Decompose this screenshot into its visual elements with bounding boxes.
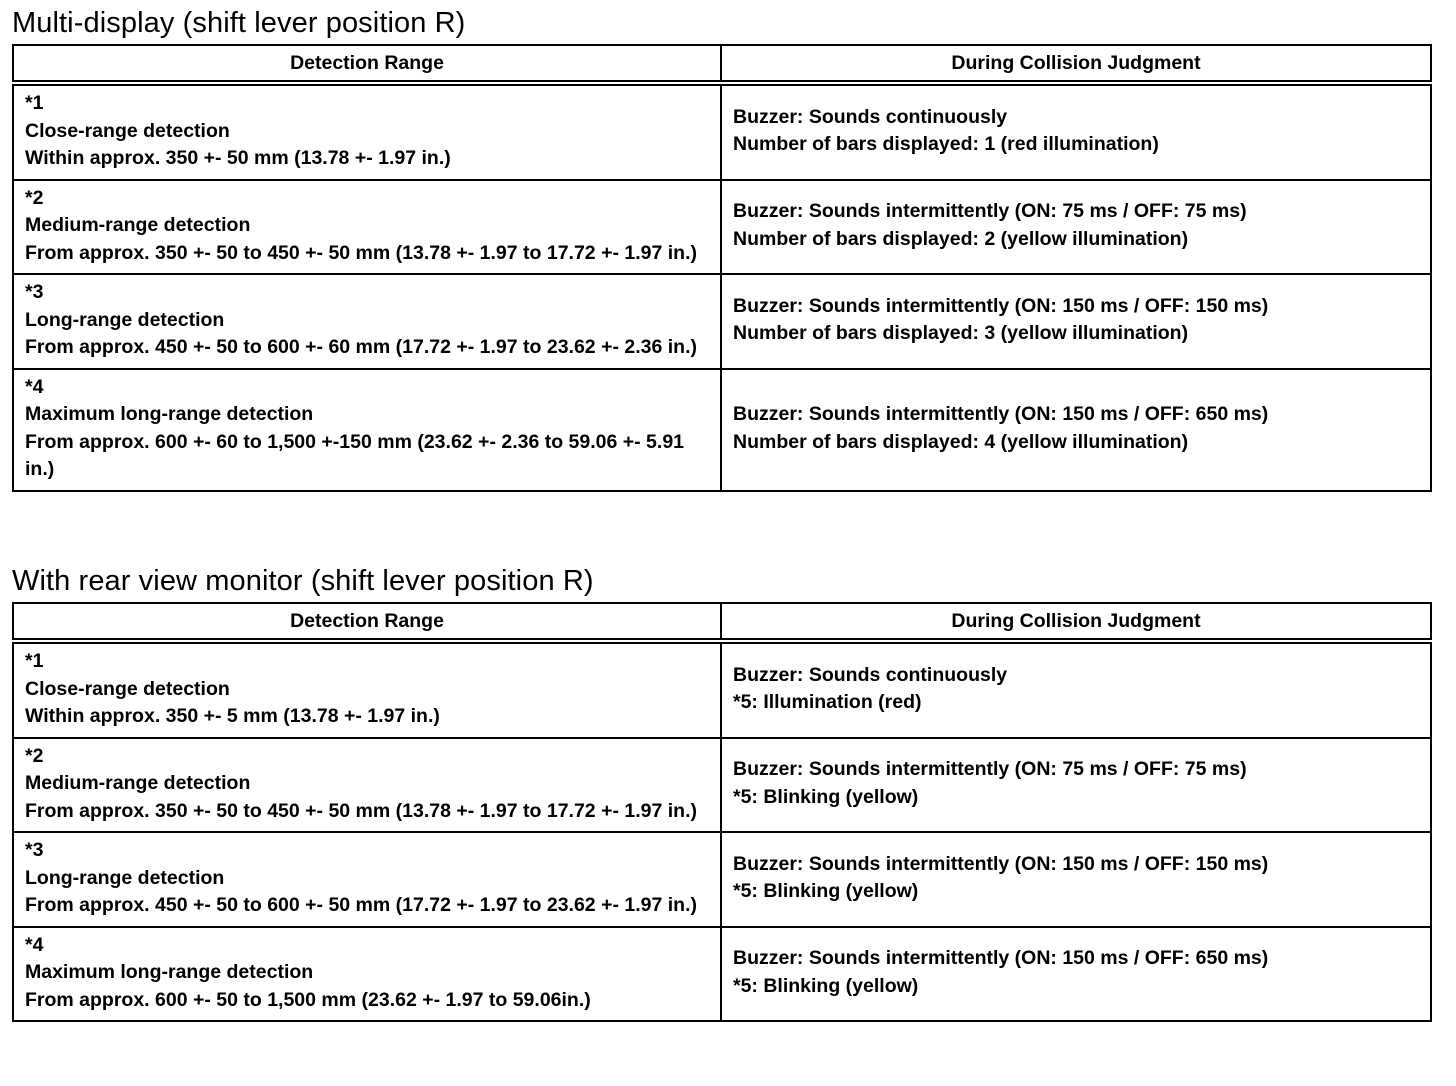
header-detection-range: Detection Range	[13, 45, 721, 83]
row-marker: *1	[25, 92, 44, 114]
display-text: Number of bars displayed: 3 (yellow illumination)	[733, 322, 1189, 345]
detection-name: Maximum long-range detection	[25, 961, 314, 983]
row-marker: *2	[25, 186, 44, 209]
display-text: *5: Blinking (yellow)	[733, 880, 919, 903]
table-row	[13, 927, 1431, 1022]
detection-name: Long-range detection	[25, 308, 225, 331]
buzzer-text: Buzzer: Sounds intermittently (ON: 150 ms / OFF: 650 ms)	[733, 947, 1269, 970]
collision-judgment-cell	[721, 83, 1431, 180]
rear-view-monitor-table	[12, 602, 1432, 1022]
detection-distance: From approx. 350 +- 50 to 450 +- 50 mm (13.78 +- 1.97 to 17.72 +- 1.97 in.)	[25, 799, 697, 822]
detection-range-cell	[13, 927, 721, 1022]
detection-range-cell	[13, 83, 721, 180]
header-collision-judgment: During Collision Judgment	[721, 603, 1431, 641]
detection-name: Medium-range detection	[25, 214, 251, 236]
detection-name: Close-range detection	[25, 677, 230, 700]
detection-name: Long-range detection	[25, 866, 225, 889]
detection-distance: From approx. 600 +- 60 to 1,500 +-150 mm (23.62 +- 2.36 to 59.06 +- 5.91 in.)	[25, 430, 685, 480]
display-text: *5: Illumination (red)	[733, 691, 922, 714]
detection-name: Close-range detection	[25, 119, 230, 142]
display-text: Number of bars displayed: 4 (yellow illumination)	[733, 430, 1189, 453]
row-marker: *3	[25, 839, 44, 861]
row-marker: *4	[25, 933, 44, 956]
table-row	[13, 832, 1431, 927]
section-title: With rear view monitor (shift lever position R)	[12, 565, 594, 597]
buzzer-text: Buzzer: Sounds intermittently (ON: 150 ms / OFF: 150 ms)	[733, 852, 1269, 875]
row-marker: *2	[25, 744, 44, 767]
table-row	[13, 369, 1431, 491]
multi-display-section	[12, 6, 1430, 492]
detection-range-cell	[13, 832, 721, 927]
collision-judgment-cell	[721, 738, 1431, 833]
detection-distance: Within approx. 350 +- 5 mm (13.78 +- 1.97 in.)	[25, 705, 440, 727]
detection-range-cell	[13, 369, 721, 491]
collision-judgment-cell	[721, 369, 1431, 491]
row-marker: *4	[25, 375, 44, 398]
display-text: *5: Blinking (yellow)	[733, 785, 919, 808]
table-row	[13, 274, 1431, 369]
table-header-row	[13, 603, 1431, 641]
row-marker: *1	[25, 650, 44, 672]
buzzer-text: Buzzer: Sounds intermittently (ON: 75 ms / OFF: 75 ms)	[733, 200, 1247, 223]
detection-distance: From approx. 600 +- 50 to 1,500 mm (23.62 +- 1.97 to 59.06in.)	[25, 988, 591, 1011]
collision-judgment-cell	[721, 927, 1431, 1022]
buzzer-text: Buzzer: Sounds intermittently (ON: 150 ms / OFF: 650 ms)	[733, 403, 1269, 425]
table-row	[13, 641, 1431, 738]
detection-name: Maximum long-range detection	[25, 403, 314, 425]
display-text: *5: Blinking (yellow)	[733, 974, 919, 997]
table-row	[13, 738, 1431, 833]
detection-distance: From approx. 450 +- 50 to 600 +- 60 mm (17.72 +- 1.97 to 23.62 +- 2.36 in.)	[25, 336, 697, 358]
rear-view-monitor-section	[12, 564, 1430, 1022]
detection-range-cell	[13, 274, 721, 369]
detection-distance: Within approx. 350 +- 50 mm (13.78 +- 1.97 in.)	[25, 147, 451, 169]
collision-judgment-cell	[721, 641, 1431, 738]
collision-judgment-cell	[721, 832, 1431, 927]
table-header-row	[13, 45, 1431, 83]
multi-display-table	[12, 44, 1432, 492]
buzzer-text: Buzzer: Sounds intermittently (ON: 150 ms / OFF: 150 ms)	[733, 294, 1269, 317]
detection-distance: From approx. 350 +- 50 to 450 +- 50 mm (13.78 +- 1.97 to 17.72 +- 1.97 in.)	[25, 241, 697, 264]
row-marker: *3	[25, 281, 44, 303]
buzzer-text: Buzzer: Sounds continuously	[733, 663, 1008, 686]
buzzer-text: Buzzer: Sounds intermittently (ON: 75 ms / OFF: 75 ms)	[733, 758, 1247, 781]
collision-judgment-cell	[721, 180, 1431, 275]
header-detection-range: Detection Range	[13, 603, 721, 641]
display-text: Number of bars displayed: 2 (yellow illumination)	[733, 227, 1189, 250]
table-row	[13, 83, 1431, 180]
collision-judgment-cell	[721, 274, 1431, 369]
detection-name: Medium-range detection	[25, 772, 251, 794]
detection-range-cell	[13, 738, 721, 833]
section-title: Multi-display (shift lever position R)	[12, 7, 466, 39]
display-text: Number of bars displayed: 1 (red illumination)	[733, 133, 1159, 156]
detection-distance: From approx. 450 +- 50 to 600 +- 50 mm (17.72 +- 1.97 to 23.62 +- 1.97 in.)	[25, 894, 697, 916]
header-collision-judgment: During Collision Judgment	[721, 45, 1431, 83]
table-row	[13, 180, 1431, 275]
detection-range-cell	[13, 180, 721, 275]
detection-range-cell	[13, 641, 721, 738]
buzzer-text: Buzzer: Sounds continuously	[733, 105, 1008, 128]
